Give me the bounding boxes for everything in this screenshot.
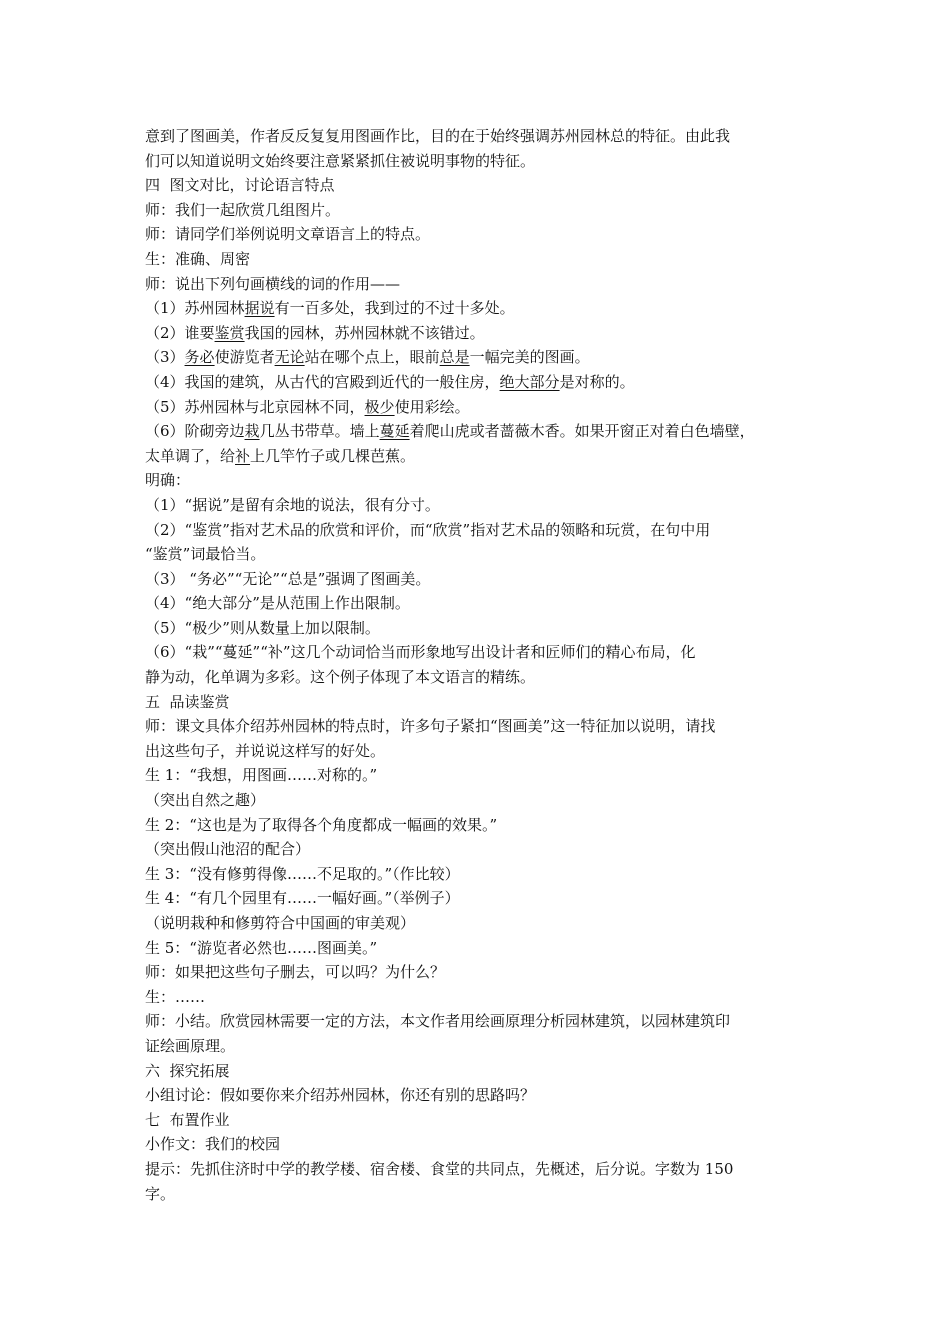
text-line: （4）“绝大部分”是从范围上作出限制。 (145, 594, 410, 613)
example-4: （4）我国的建筑，从古代的宫殿到近代的一般住房，绝大部分是对称的。 (145, 372, 635, 391)
text-line: 小作文：我们的校园 (145, 1135, 281, 1154)
text-line: 们可以知道说明文始终要注意紧紧抓住被说明事物的特征。 (145, 151, 536, 170)
text-line: （突出自然之趣） (145, 791, 266, 810)
underlined-word: 总是 (439, 348, 470, 367)
document-page (145, 124, 810, 1206)
section-heading: 四 图文对比，讨论语言特点 (145, 176, 335, 195)
example-5: （5）苏州园林与北京园林不同，极少使用彩绘。 (145, 397, 470, 416)
text-line: 师：课文具体介绍苏州园林的特点时，许多句子紧扣“图画美”这一特征加以说明，请找 (145, 717, 716, 736)
text-line: 师：我们一起欣赏几组图片。 (145, 200, 341, 219)
text-line: “鉴赏”词最恰当。 (145, 545, 266, 564)
text-line: 师：请同学们举例说明文章语言上的特点。 (145, 225, 431, 244)
text-line: 明确： (145, 471, 191, 490)
underlined-word: 无论 (274, 348, 305, 367)
text-line: 生 3：“没有修剪得像……不足取的。”（作比较） (145, 864, 460, 883)
text-line: 小组讨论：假如要你来介绍苏州园林，你还有别的思路吗？ (145, 1086, 536, 1105)
text-line: （突出假山池沼的配合） (145, 840, 311, 859)
section-heading: 七 布置作业 (145, 1110, 230, 1129)
text-line: 意到了图画美，作者反反复复用图画作比，目的在于始终强调苏州园林总的特征。由此我 (145, 127, 731, 145)
underlined-word: 栽 (244, 422, 260, 441)
text-line: 提示：先抓住济时中学的教学楼、宿舍楼、食堂的共同点，先概述，后分说。字数为 150 (145, 1159, 734, 1178)
example-6-cont: 太单调了，给补上几竿竹子或几棵芭蕉。 (145, 446, 416, 465)
text-line: 证绘画原理。 (145, 1036, 236, 1055)
underlined-word: 补 (235, 446, 251, 465)
underlined-word: 蔓延 (379, 422, 410, 441)
underlined-word: 鉴赏 (214, 323, 245, 342)
text-line: （1）“据说”是留有余地的说法，很有分寸。 (145, 495, 440, 514)
text-line: 出这些句子，并说说这样写的好处。 (145, 741, 386, 760)
text-line: 字。 (145, 1184, 176, 1203)
text-line: 师：说出下列句画横线的词的作用—— (145, 274, 401, 293)
example-1: （1）苏州园林据说有一百多处，我到过的不过十多处。 (145, 299, 515, 318)
text-line: 生 1：“我想，用图画……对称的。” (145, 766, 378, 785)
text-line: 静为动，化单调为多彩。这个例子体现了本文语言的精练。 (145, 668, 536, 687)
text-line: 生 2：“这也是为了取得各个角度都成一幅画的效果。” (145, 815, 498, 834)
underlined-word: 务必 (184, 348, 215, 367)
text-line: 师：如果把这些句子删去，可以吗？为什么？ (145, 963, 446, 982)
underlined-word: 据说 (244, 299, 275, 318)
text-line: （6）“栽”“蔓延”“补”这几个动词恰当而形象地写出设计者和匠师们的精心布局，化 (145, 643, 696, 662)
text-line: 生：…… (145, 987, 206, 1006)
underlined-word: 绝大部分 (499, 372, 560, 391)
example-2: （2）谁要鉴赏我国的园林，苏州园林就不该错过。 (145, 323, 485, 342)
text-line: （说明栽种和修剪符合中国画的审美观） (145, 914, 416, 932)
example-3: （3）务必使游览者无论站在哪个点上，眼前总是一幅完美的图画。 (145, 348, 590, 367)
section-heading: 五 品读鉴赏 (145, 692, 230, 711)
text-line: 师：小结。欣赏园林需要一定的方法，本文作者用绘画原理分析园林建筑，以园林建筑印 (145, 1012, 731, 1031)
text-line: 生：准确、周密 (145, 249, 251, 268)
text-line: （2）“鉴赏”指对艺术品的欣赏和评价，而“欣赏”指对艺术品的领略和玩赏，在句中用 (145, 520, 711, 539)
text-line: （5）“极少”则从数量上加以限制。 (145, 618, 380, 637)
example-6: （6）阶砌旁边栽几丛书带草。墙上蔓延着爬山虎或者蔷薇木香。如果开窗正对着白色墙壁， (145, 422, 755, 441)
text-line: （3） “务必”“无论”“总是”强调了图画美。 (145, 569, 431, 588)
text-line: 生 5：“游览者必然也……图画美。” (145, 938, 378, 957)
section-heading: 六 探究拓展 (145, 1061, 230, 1080)
text-line: 生 4：“有几个园里有……一幅好画。”（举例子） (145, 889, 460, 908)
underlined-word: 极少 (364, 397, 395, 416)
